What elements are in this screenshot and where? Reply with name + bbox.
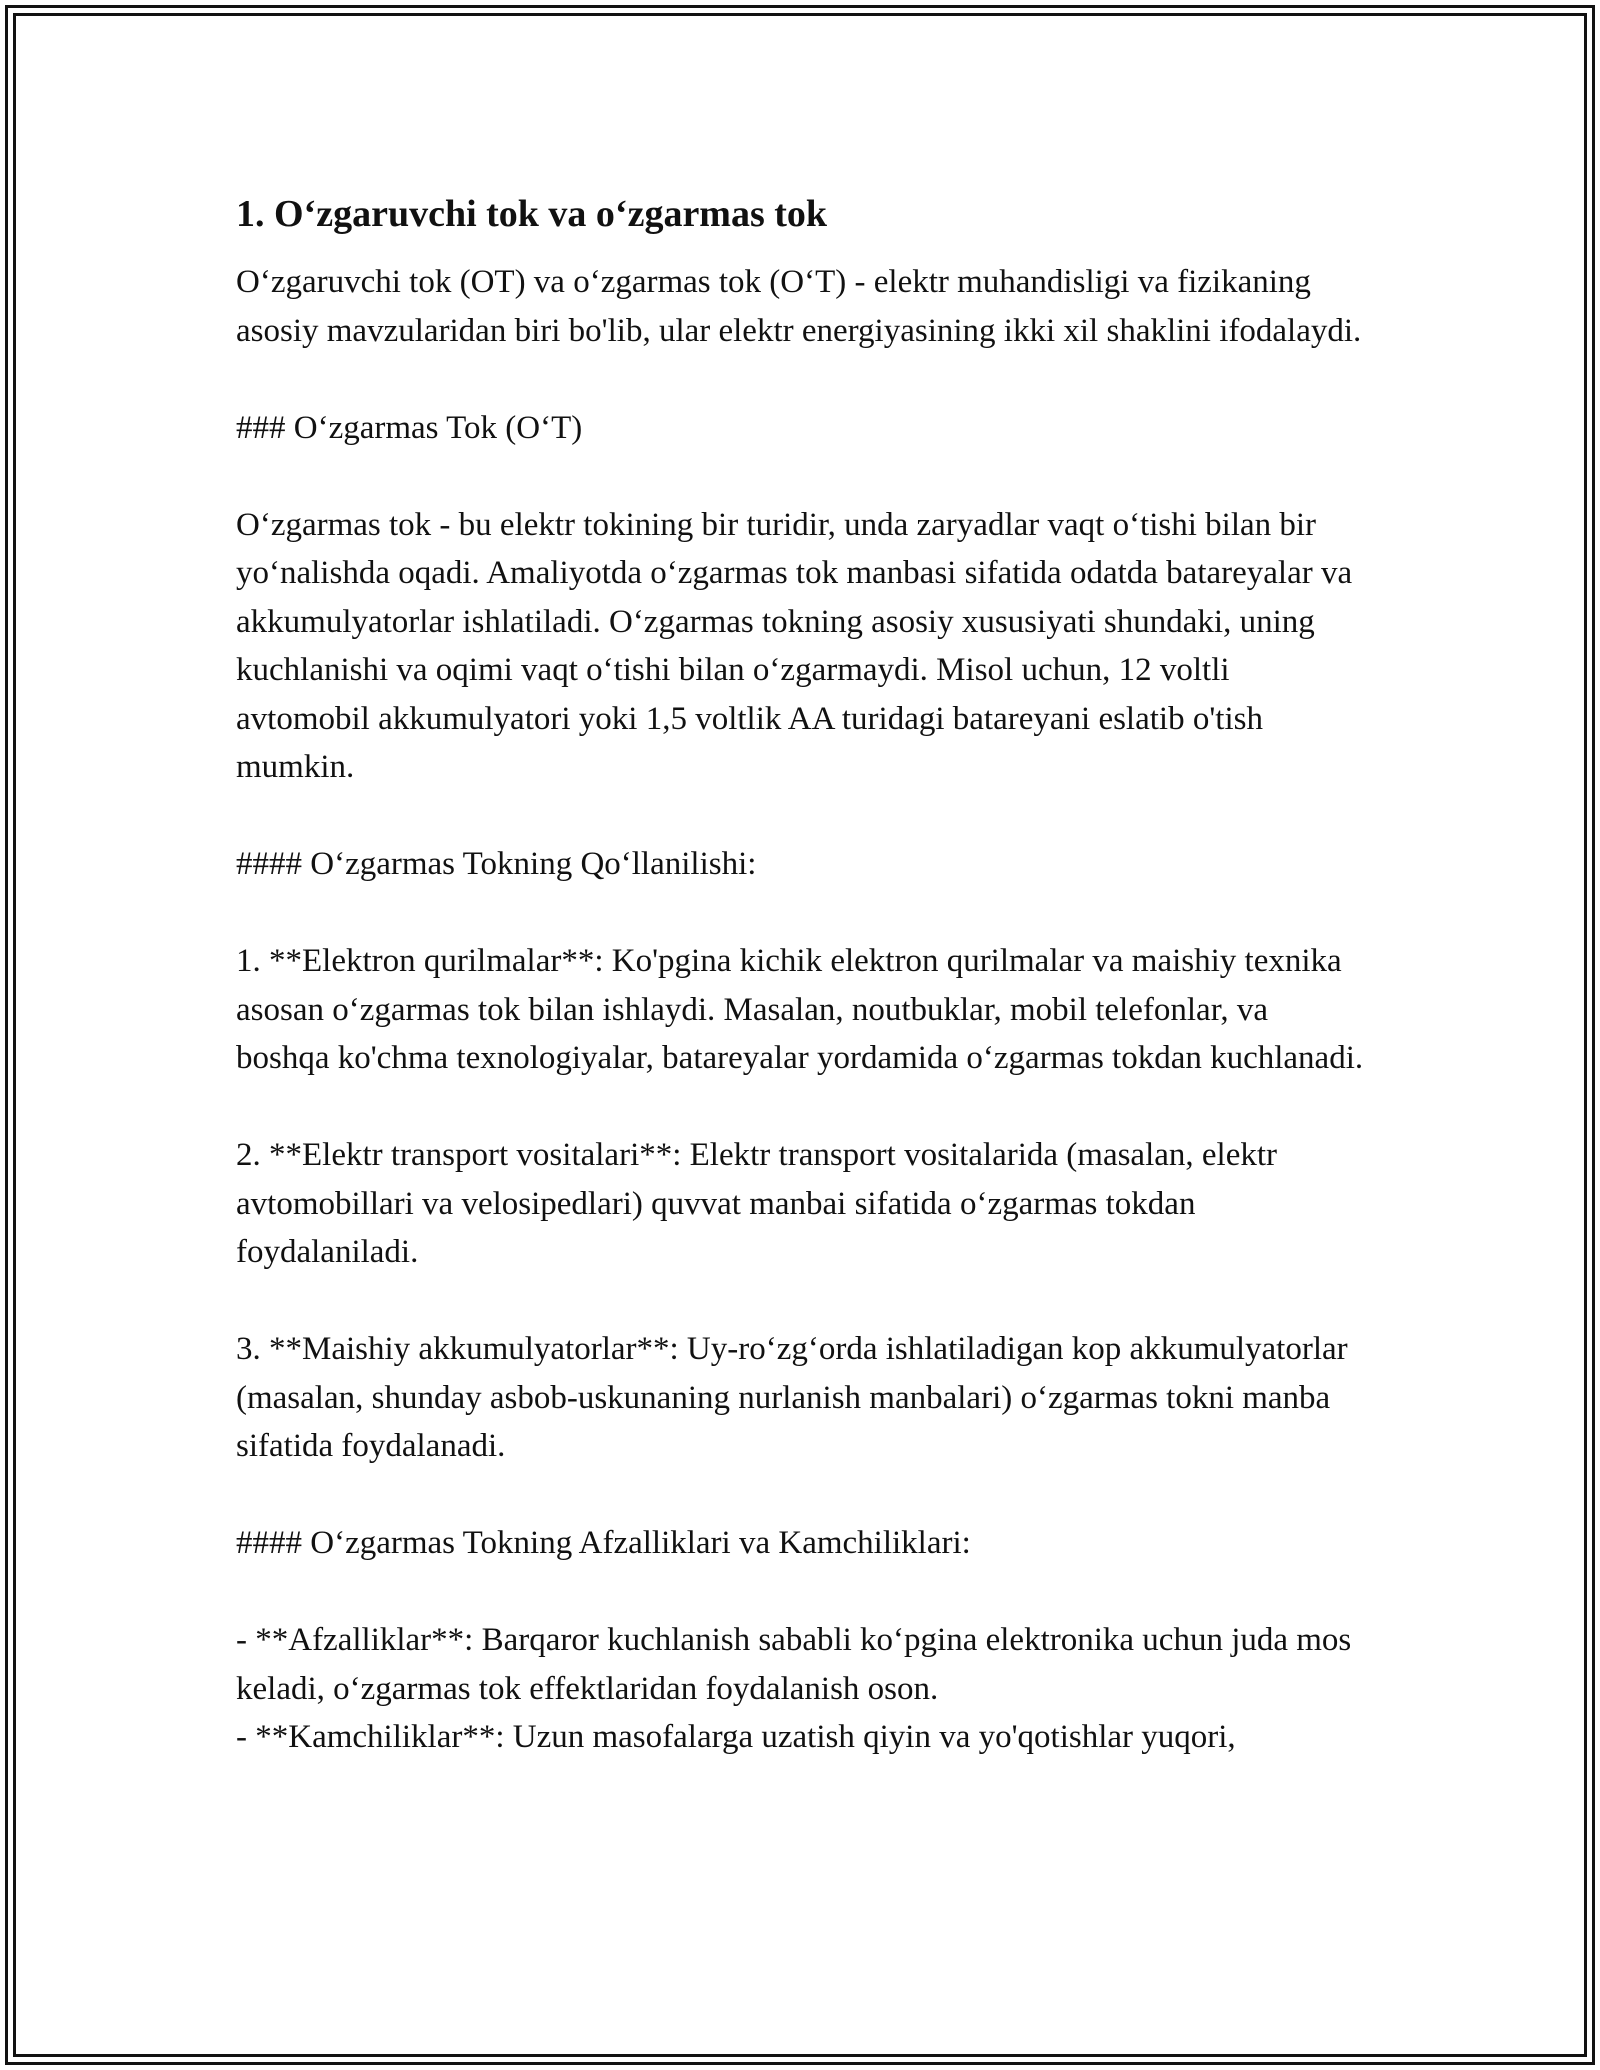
bullet-disadvantages: - **Kamchiliklar**: Uzun masofalarga uzatish qiyin va yo'qotishlar yuqori, [236,1719,1236,1755]
bullet-advantages: - **Afzalliklar**: Barqaror kuchlanish sababli ko‘pgina elektronika uchun juda mos keladi, o‘zgarmas tok effektlaridan foydalanish oson. [236,1622,1352,1707]
section-heading-dc: ### O‘zgarmas Tok (O‘T) [236,409,583,446]
paragraph-gap [236,792,1366,841]
dc-definition-paragraph: O‘zgarmas tok - bu elektr tokining bir turidir, unda zaryadlar vaqt o‘tishi bilan bir yo‘nalishda oqadi. Amaliyotda o‘zgarmas tok manbasi sifatida odatda batareyalar va akkumulyatorlar ishlatiladi. O‘zgarmas tokning asosiy xususiyati shundaki, uning kuchlanishi va oqimi vaqt o‘tishi bilan o‘zgarmaydi. Misol uchun, 12 voltli avtomobil akkumulyatori yoki 1,5 voltlik AA turidagi batareyani eslatib o'tish mumkin. [236,506,1353,785]
document-title: 1. O‘zgaruvchi tok va o‘zgarmas tok [236,193,828,235]
list-item-household-batteries: 3. **Maishiy akkumulyatorlar**: Uy-ro‘zg‘orda ishlatiladigan kop akkumulyatorlar (masalan, shunday asbob-uskunaning nurlanish manbalari) o‘zgarmas tokni manba sifatida foydalanadi. [236,1331,1348,1464]
paragraph-gap [236,889,1366,938]
paragraph-gap [236,1471,1366,1520]
paragraph-gap [236,452,1366,501]
document-body [236,188,1366,1762]
list-item-electronics: 1. **Elektron qurilmalar**: Ko'pgina kichik elektron qurilmalar va maishiy texnika asosan o‘zgarmas tok bilan ishlaydi. Masalan, noutbuklar, mobil telefonlar, va boshqa ko'chma texnologiyalar, batareyalar yordamida o‘zgarmas tokdan kuchlanadi. [236,943,1364,1076]
subsection-heading-pros-cons: #### O‘zgarmas Tokning Afzalliklari va Kamchiliklari: [236,1525,971,1561]
paragraph-gap [236,1277,1366,1326]
list-item-transport: 2. **Elektr transport vositalari**: Elektr transport vositalarida (masalan, elektr avtomobillari va velosipedlari) quvvat manbai sifatida o‘zgarmas tokdan foydalaniladi. [236,1137,1278,1270]
paragraph-gap [236,1083,1366,1132]
paragraph-gap [236,355,1366,404]
paragraph-gap [236,1568,1366,1617]
subsection-heading-applications: #### O‘zgarmas Tokning Qo‘llanilishi: [236,846,757,882]
intro-paragraph: O‘zgaruvchi tok (OT) va o‘zgarmas tok (O‘T) - elektr muhandisligi va fizikaning asosiy mavzularidan biri bo'lib, ular elektr energiyasining ikki xil shaklini ifodalaydi. [236,264,1362,349]
